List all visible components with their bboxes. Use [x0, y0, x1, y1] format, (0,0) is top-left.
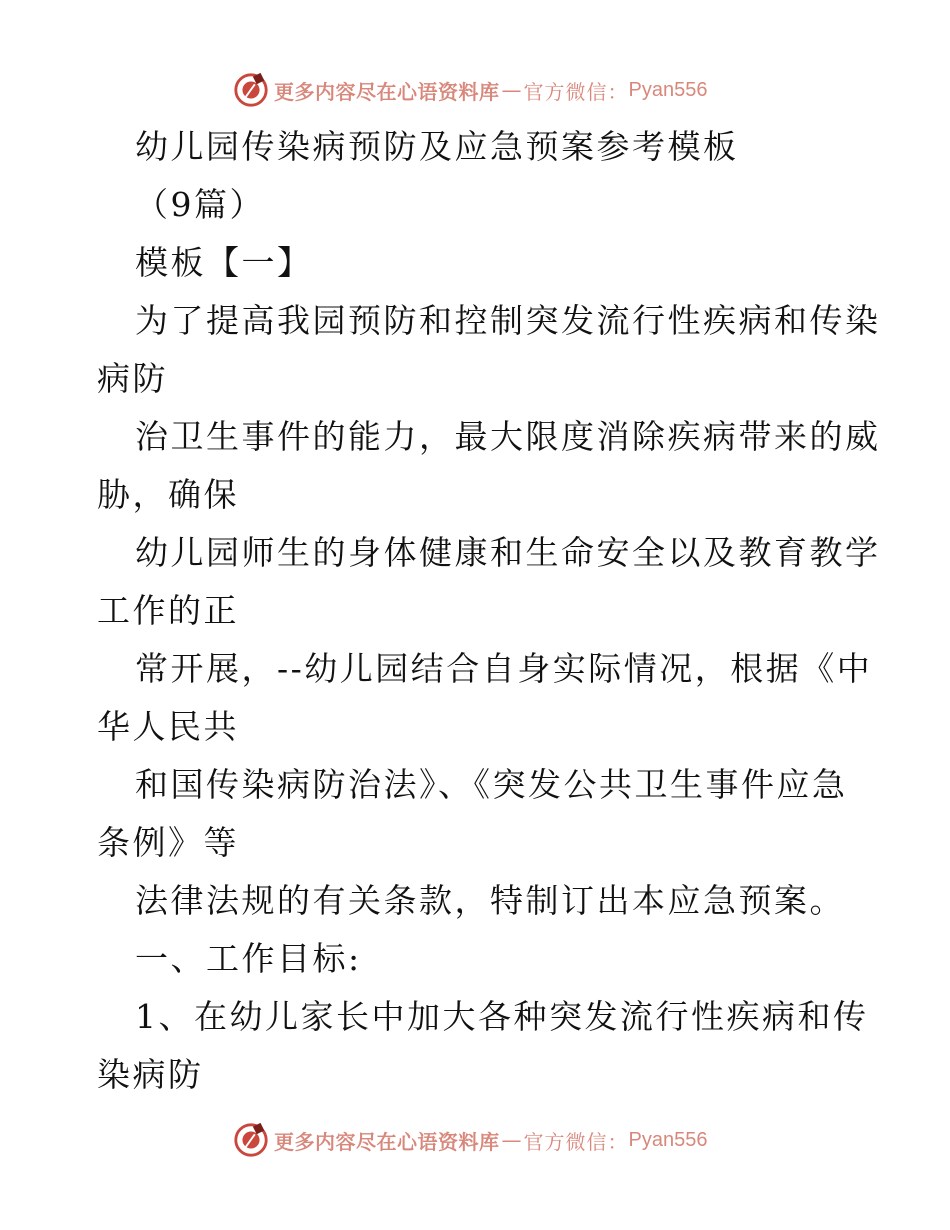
watermark-banner-top	[232, 68, 707, 112]
pen-logo-icon	[232, 1121, 270, 1159]
watermark-banner-bottom	[232, 1118, 707, 1162]
paragraph-line: 染病防	[97, 1055, 204, 1094]
watermark-wechat-label: 官方微信：	[523, 1129, 629, 1154]
paragraph-line: 胁，确保	[97, 475, 239, 514]
watermark-text: 更多内容尽在心语资料库	[274, 1129, 500, 1154]
paragraph-line: 法律法规的有关条款，特制订出本应急预案。	[135, 881, 845, 920]
pen-logo-icon	[232, 71, 270, 109]
paragraph-line: 治卫生事件的能力，最大限度消除疾病带来的威	[135, 417, 881, 456]
paragraph-line: 和国传染病防治法》、《突发公共卫生事件应急	[135, 765, 848, 804]
watermark-separator: —	[501, 1128, 522, 1152]
watermark-text: 更多内容尽在心语资料库	[274, 79, 500, 104]
paragraph-line: 为了提高我园预防和控制突发流行性疾病和传染	[135, 301, 881, 340]
document-body	[0, 118, 950, 1104]
watermark-wechat-id: Pyan556	[628, 78, 708, 101]
section-heading: 模板【一】	[135, 243, 313, 282]
document-subtitle: （9篇）	[135, 185, 265, 224]
paragraph-line: 常开展，--幼儿园结合自身实际情况，根据《中	[135, 649, 873, 688]
watermark-wechat-label: 官方微信：	[523, 79, 629, 104]
paragraph-line: 华人民共	[97, 707, 239, 746]
paragraph-line: 1、在幼儿家长中加大各种突发流行性疾病和传	[135, 997, 869, 1036]
subsection-heading: 一、工作目标:	[135, 939, 362, 978]
paragraph-line: 条例》等	[97, 823, 239, 862]
watermark-separator: —	[501, 78, 522, 102]
paragraph-line: 病防	[97, 359, 168, 398]
watermark-wechat-id: Pyan556	[628, 1128, 708, 1151]
paragraph-line: 工作的正	[97, 591, 239, 630]
document-title: 幼儿园传染病预防及应急预案参考模板	[135, 127, 739, 166]
paragraph-line: 幼儿园师生的身体健康和生命安全以及教育教学	[135, 533, 881, 572]
